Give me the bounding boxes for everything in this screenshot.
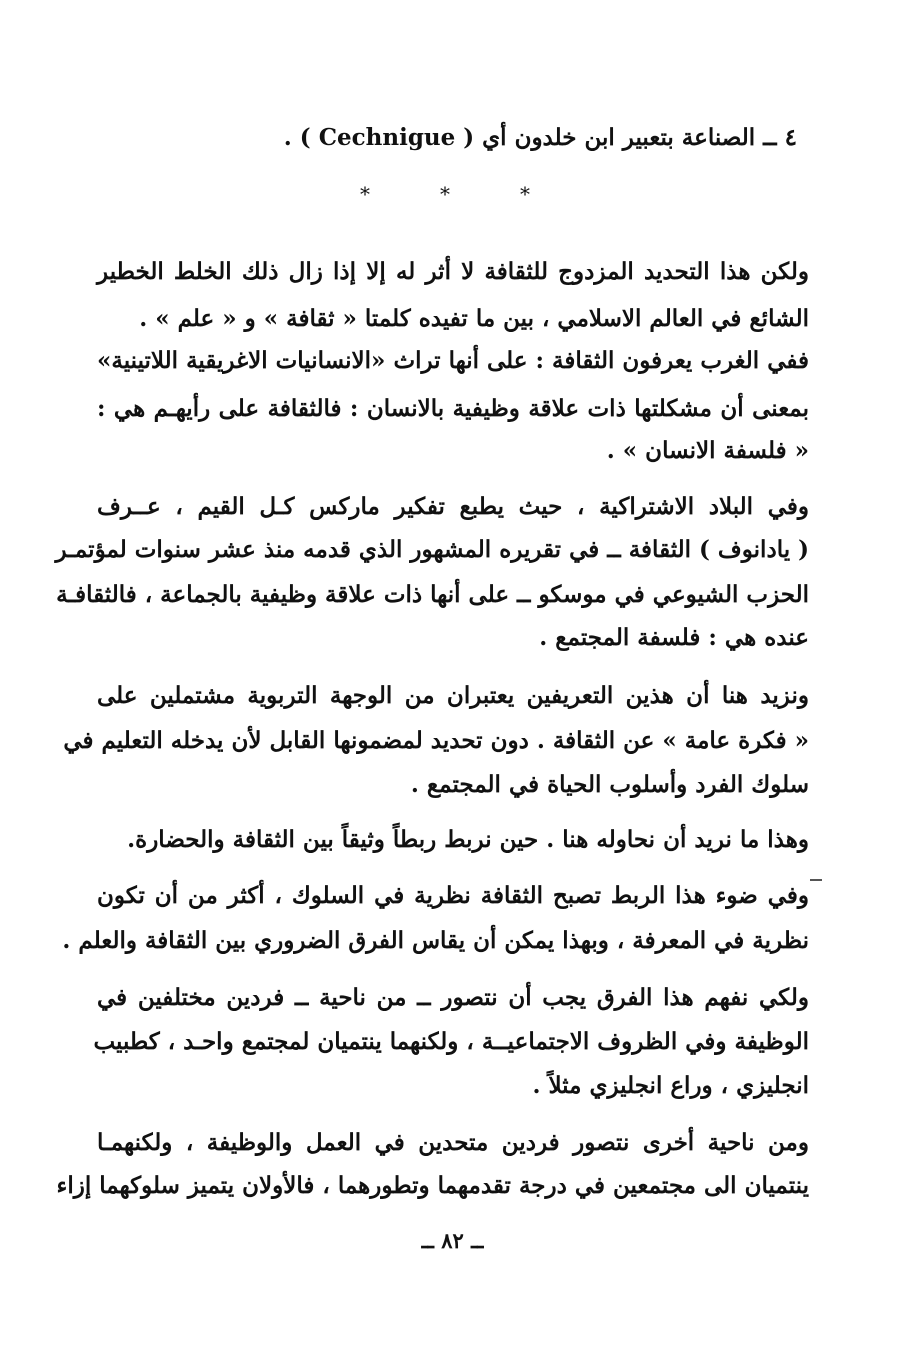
list-item-4: ٤ ــ الصناعة بتعبير ابن خلدون أي ( Cechnigue ) . [283,124,797,151]
paragraph-line: ولكن هذا التحديد المزدوج للثقافة لا أثر له إلا إذا زال ذلك الخلط الخطير [97,258,809,285]
separator-star: * [440,182,450,206]
paragraph-line: نظرية في المعرفة ، وبهذا يمكن أن يقاس الفرق الضروري بين الثقافة والعلم . [62,927,809,954]
paragraph-line: وفي البلاد الاشتراكية ، حيث يطبع تفكير ماركس كـل القيم ، عــرف [97,493,809,520]
separator-star: * [520,182,530,206]
paragraph-line: الحزب الشيوعي في موسكو ــ على أنها ذات علاقة وظيفية بالجماعة ، فالثقافـة [56,581,809,608]
paragraph-line: وهذا ما نريد أن نحاوله هنا . حين نربط ربطاً وثيقاً بين الثقافة والحضارة. [127,826,809,853]
paragraph-line: ومن ناحية أخرى نتصور فردين متحدين في العمل والوظيفة ، ولكنهمـا [97,1129,809,1156]
paragraph-line: ( يادانوف ) الثقافة ــ في تقريره المشهور الذي قدمه منذ عشر سنوات لمؤتمـر [55,536,809,563]
paragraph-line: « فكرة عامة » عن الثقافة . دون تحديد لمضمونها القابل لأن يدخله التعليم في [63,727,809,754]
paragraph-line: ونزيد هنا أن هذين التعريفين يعتبران من الوجهة التربوية مشتملين على [97,682,809,709]
paragraph-line: سلوك الفرد وأسلوب الحياة في المجتمع . [410,771,809,798]
paragraph-line: الوظيفة وفي الظروف الاجتماعيــة ، ولكنهما ينتميان لمجتمع واحـد ، كطبيب [93,1028,809,1055]
page-number: ــ ٨٢ ــ [421,1228,484,1253]
separator-star: * [360,182,370,206]
paragraph-line: ولكي نفهم هذا الفرق يجب أن نتصور ــ من ناحية ــ فردين مختلفين في [97,984,809,1011]
margin-mark [810,879,822,881]
paragraph-line: وفي ضوء هذا الربط تصبح الثقافة نظرية في السلوك ، أكثر من أن تكون [97,882,809,909]
paragraph-line: الشائع في العالم الاسلامي ، بين ما تفيده كلمتا « ثقافة » و « علم » . [139,305,809,332]
paragraph-line: ينتميان الى مجتمعين في درجة تقدمهما وتطورهما ، فالأولان يتميز سلوكهما إزاء [56,1172,809,1199]
paragraph-line: ففي الغرب يعرفون الثقافة : على أنها تراث «الانسانيات الاغريقية اللاتينية» [97,347,809,374]
paragraph-line: بمعنى أن مشكلتها ذات علاقة وظيفية بالانسان : فالثقافة على رأيهـم هي : [97,395,809,422]
paragraph-line: « فلسفة الانسان » . [606,437,809,464]
paragraph-line: انجليزي ، وراع انجليزي مثلاً . [532,1072,809,1099]
section-separator [360,182,530,206]
paragraph-line: عنده هي : فلسفة المجتمع . [539,624,809,651]
